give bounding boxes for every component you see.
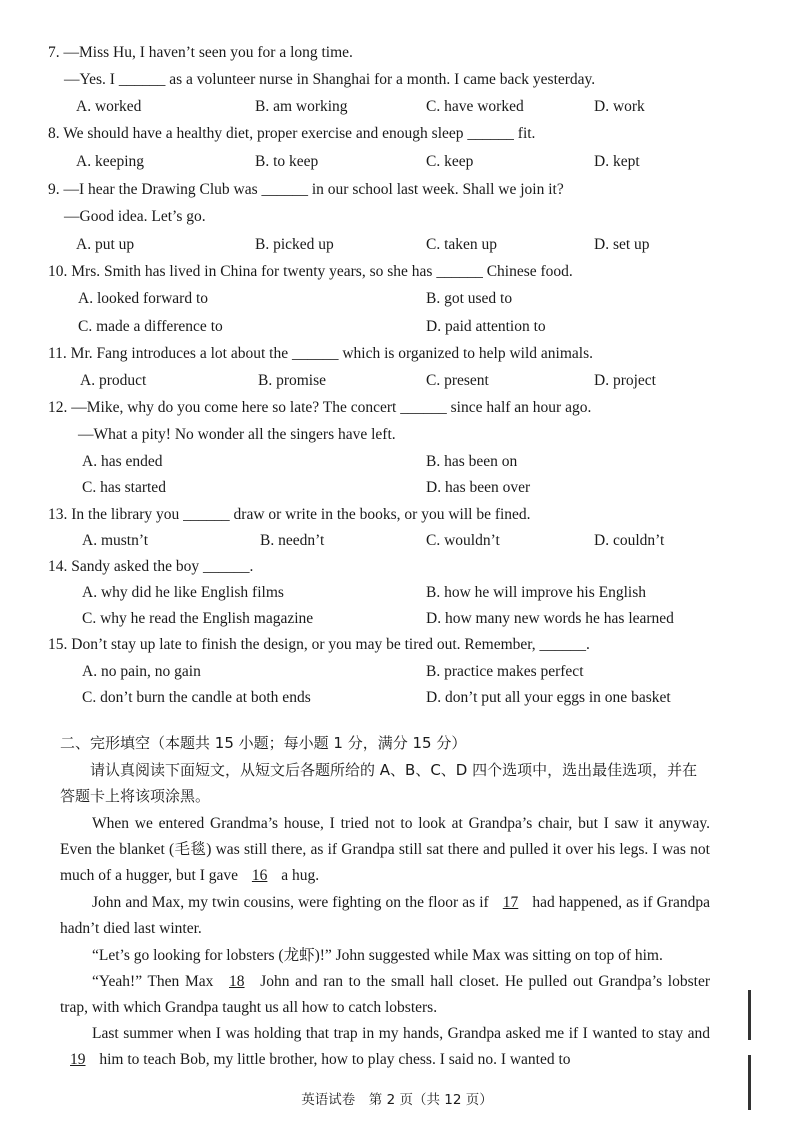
question-7-stem-cont: —Yes. I ______ as a volunteer nurse in Shanghai for a month. I came back yesterday. <box>64 71 596 88</box>
question-7-stem: 7. —Miss Hu, I haven’t seen you for a long time. <box>48 44 353 61</box>
question-14-option-b: B. how he will improve his English <box>426 584 647 601</box>
passage-paragraph-4: “Yeah!” Then Max 18 John and ran to the small hall closet. He pulled out Grandpa’s lobster trap, with which Grandpa taught us all how to catch lobsters. <box>60 973 710 1017</box>
question-11-option-b: B. promise <box>258 372 327 389</box>
blank-16: 16 <box>251 867 268 885</box>
question-11-stem: 11. Mr. Fang introduces a lot about the ______ which is organized to help wild animals. <box>48 345 593 362</box>
passage-paragraph-1: When we entered Grandma’s house, I tried not to look at Grandpa’s chair, but I saw it anyway. Even the blanket (毛毯) was still there, as if Grandpa still sat there and pulled it over his legs. I was not much of a hugger, but I gave 16 a hug. <box>60 815 710 885</box>
section-instruction: 请认真阅读下面短文，从短文后各题所给的 A、B、C、D 四个选项中，选出最佳选项，并在答题卡上将该项涂黑。 <box>60 761 698 805</box>
question-8-stem: 8. We should have a healthy diet, proper exercise and enough sleep ______ fit. <box>48 125 536 142</box>
question-8-option-c: C. keep <box>426 153 474 170</box>
scan-edge-mark <box>748 1055 751 1110</box>
question-8-option-b: B. to keep <box>255 153 319 170</box>
question-8-option-d: D. kept <box>594 153 640 170</box>
question-12-stem: 12. —Mike, why do you come here so late? The concert ______ since half an hour ago. <box>48 399 592 416</box>
question-12-option-c: C. has started <box>82 479 166 496</box>
question-9-stem-cont: —Good idea. Let’s go. <box>64 208 206 225</box>
question-12-option-d: D. has been over <box>426 479 531 496</box>
page-footer: 英语试卷 第 2 页（共 12 页） <box>301 1092 493 1108</box>
passage-paragraph-2: John and Max, my twin cousins, were fighting on the floor as if 17 had happened, as if Grandpa hadn’t died last winter. <box>60 894 711 938</box>
question-11-option-d: D. project <box>594 372 656 389</box>
question-7-option-c: C. have worked <box>426 98 524 115</box>
question-7-option-a: A. worked <box>76 98 142 115</box>
question-9-stem: 9. —I hear the Drawing Club was ______ in our school last week. Shall we join it? <box>48 181 564 198</box>
scan-edge-mark <box>748 990 751 1040</box>
question-13-option-b: B. needn’t <box>260 532 325 549</box>
passage-paragraph-5: Last summer when I was holding that trap in my hands, Grandpa asked me if I wanted to stay and 19 him to teach Bob, my little brother, how to play chess. I said no. I wanted to <box>60 1021 710 1073</box>
blank-17: 17 <box>502 894 519 911</box>
question-10-option-b: B. got used to <box>426 290 513 307</box>
question-15-option-b: B. practice makes perfect <box>426 663 584 680</box>
question-12-option-b: B. has been on <box>426 453 518 470</box>
question-11-option-c: C. present <box>426 372 489 389</box>
question-7-option-d: D. work <box>594 98 645 115</box>
question-14-option-a: A. why did he like English films <box>82 584 284 601</box>
question-14-option-d: D. how many new words he has learned <box>426 610 674 627</box>
passage-paragraph-3: “Let’s go looking for lobsters (龙虾)!” John suggested while Max was sitting on top of him. <box>92 947 663 964</box>
question-10-option-a: A. looked forward to <box>78 290 208 307</box>
question-15-option-d: D. don’t put all your eggs in one basket <box>426 689 671 706</box>
question-14-option-c: C. why he read the English magazine <box>82 610 314 627</box>
question-15-stem: 15. Don’t stay up late to finish the design, or you may be tired out. Remember, ______. <box>48 636 590 653</box>
question-13-option-c: C. wouldn’t <box>426 532 500 549</box>
question-10-stem: 10. Mrs. Smith has lived in China for twenty years, so she has ______ Chinese food. <box>48 263 573 280</box>
question-14-stem: 14. Sandy asked the boy ______. <box>48 558 254 575</box>
question-7-option-b: B. am working <box>255 98 348 115</box>
question-9-option-b: B. picked up <box>255 236 334 253</box>
question-15-option-a: A. no pain, no gain <box>82 663 201 680</box>
question-13-stem: 13. In the library you ______ draw or write in the books, or you will be fined. <box>48 506 531 523</box>
question-10-option-c: C. made a difference to <box>78 318 223 335</box>
question-9-option-c: C. taken up <box>426 236 498 253</box>
question-8-option-a: A. keeping <box>76 153 145 170</box>
question-12-stem-cont: —What a pity! No wonder all the singers have left. <box>78 426 396 443</box>
blank-19: 19 <box>70 1051 86 1069</box>
question-15-option-c: C. don’t burn the candle at both ends <box>82 689 311 706</box>
question-10-option-d: D. paid attention to <box>426 318 546 335</box>
question-13-option-a: A. mustn’t <box>82 532 149 549</box>
question-9-option-d: D. set up <box>594 236 650 253</box>
question-12-option-a: A. has ended <box>82 453 163 470</box>
question-11-option-a: A. product <box>80 372 147 389</box>
section-heading: 二、完形填空（本题共 15 小题；每小题 1 分，满分 15 分） <box>60 734 467 752</box>
question-9-option-a: A. put up <box>76 236 135 253</box>
question-13-option-d: D. couldn’t <box>594 532 665 549</box>
blank-18: 18 <box>229 973 245 990</box>
